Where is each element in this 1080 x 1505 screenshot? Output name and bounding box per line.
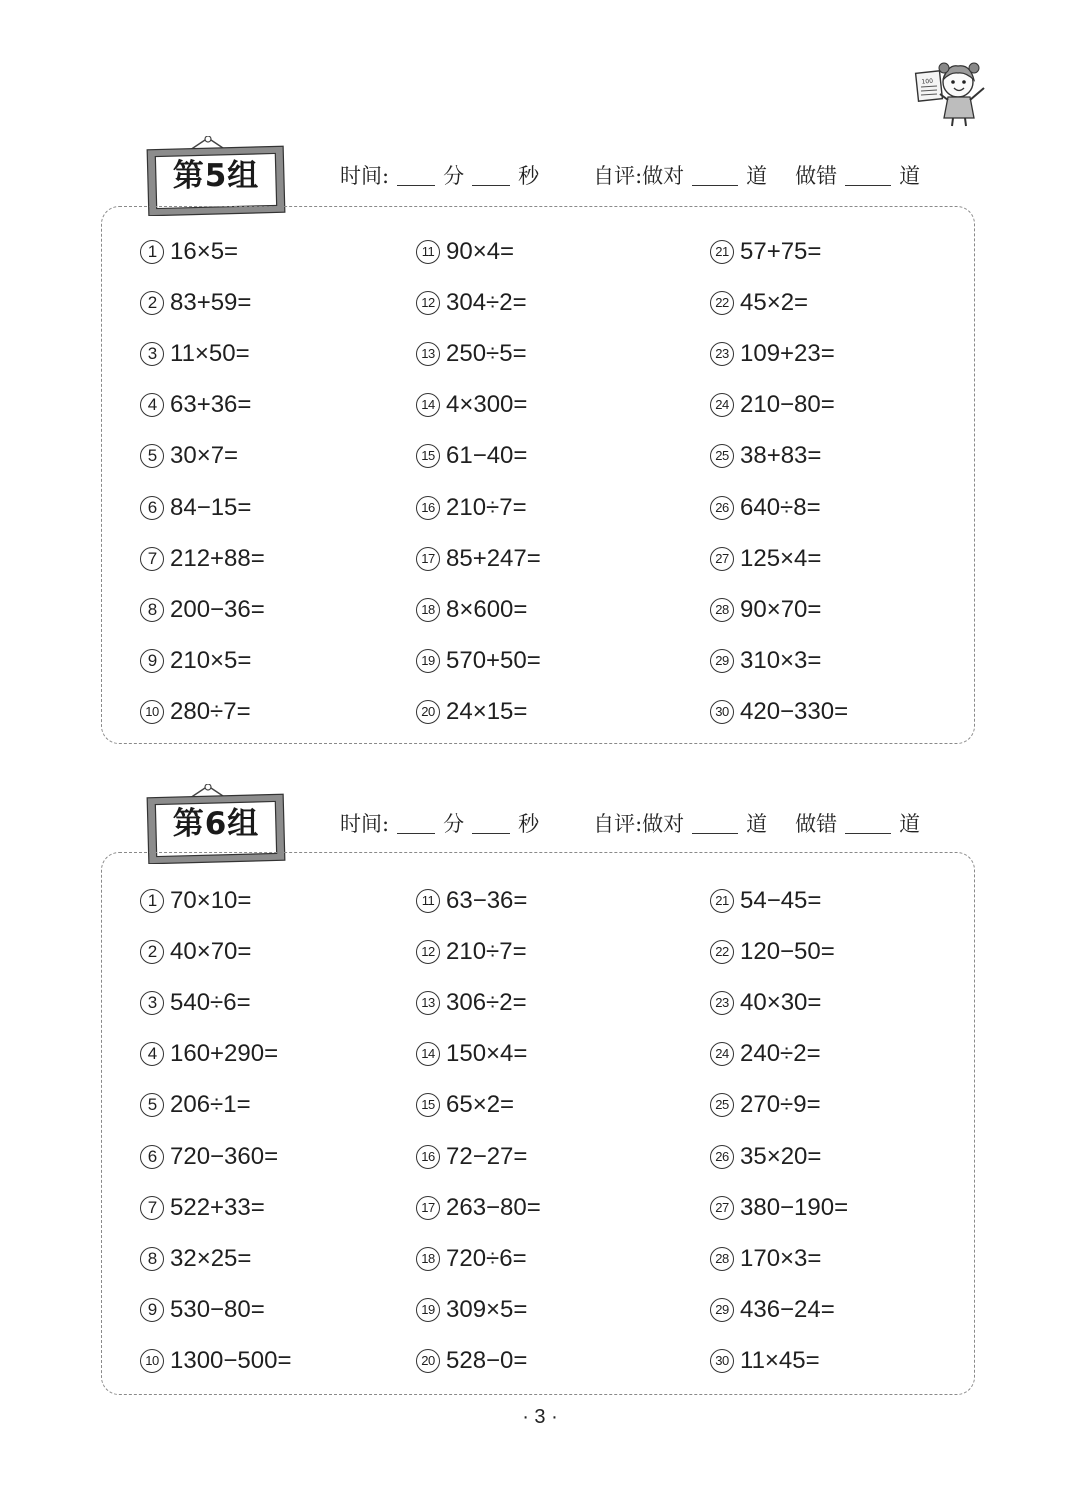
problem-item [140,1343,291,1379]
problem-item [140,234,238,270]
wrong-label: 做错 [795,164,838,188]
problem-number: 25 [710,444,734,468]
problem-expression: 90×70= [740,595,822,623]
problem-number: 17 [416,547,440,571]
problem-number: 3 [140,342,164,366]
problem-expression: 63−36= [446,887,528,914]
timing-header [340,160,920,190]
problem-number: 25 [710,1093,734,1117]
problem-expression: 84−15= [170,493,252,521]
problem-expression: 61−40= [446,442,528,470]
problem-expression: 530−80= [170,1295,265,1323]
problem-expression: 210÷7= [446,938,527,966]
problem-number: 17 [416,1196,440,1220]
problem-number: 19 [416,1298,440,1322]
problem-item [710,234,821,270]
problem-item [710,985,821,1021]
second-label: 秒 [518,164,540,188]
problem-number: 20 [416,700,440,724]
problem-number: 26 [710,1145,734,1169]
problem-item [416,541,541,577]
problem-number: 14 [416,1042,440,1066]
problem-expression: 420−330= [740,697,849,725]
problem-number: 8 [140,598,164,622]
problem-item [710,490,821,526]
group-title: 第5组 [172,158,260,194]
problem-number: 28 [710,1247,734,1271]
correct-count-blank[interactable] [692,184,738,186]
problem-expression: 109+23= [740,340,835,368]
problem-expression: 24×15= [446,697,528,725]
problem-item [416,285,527,321]
problem-item [710,438,821,474]
problem-item [140,336,250,372]
problem-number: 13 [416,342,440,366]
problem-number: 10 [140,1349,164,1373]
problem-number: 26 [710,496,734,520]
problem-item [140,592,265,628]
problem-item [416,643,541,679]
problem-item [710,1036,821,1072]
problem-expression: 11×45= [740,1346,820,1374]
problem-expression: 70×10= [170,887,252,914]
problem-item [710,1241,821,1277]
problem-expression: 54−45= [740,887,822,914]
time-label: 时间: [340,164,390,188]
problem-item [710,934,835,970]
problem-item [140,1139,278,1175]
problem-expression: 250÷5= [446,340,527,368]
problem-expression: 212+88= [170,544,265,572]
problem-expression: 210−80= [740,391,835,419]
group-title: 第6组 [172,806,260,842]
problem-number: 4 [140,393,164,417]
problem-item [416,1241,527,1277]
problem-expression: 210×5= [170,646,252,674]
problem-expression: 1300−500= [170,1346,292,1374]
problem-item [416,234,514,270]
problem-item [140,985,251,1021]
problem-expression: 170×3= [740,1244,822,1272]
problem-number: 29 [710,1298,734,1322]
problem-expression: 65×2= [446,1091,515,1119]
problem-number: 27 [710,1196,734,1220]
problem-number: 23 [710,991,734,1015]
problem-number: 10 [140,700,164,724]
problem-expression: 16×5= [170,238,239,265]
problem-item [710,1139,821,1175]
problem-item [416,883,527,919]
problem-item [416,1036,527,1072]
problem-expression: 57+75= [740,238,822,265]
problem-number: 22 [710,291,734,315]
minutes-blank[interactable] [397,184,435,186]
self-eval-label: 自评:做对 [593,812,685,836]
problem-item [416,1087,514,1123]
problem-expression: 30×7= [170,442,239,470]
problem-item [710,592,821,628]
problem-number: 19 [416,649,440,673]
problem-number: 12 [416,291,440,315]
problem-expression: 45×2= [740,289,809,317]
problem-expression: 240÷2= [740,1040,821,1068]
problem-number: 8 [140,1247,164,1271]
timing-header [340,808,920,838]
problem-expression: 120−50= [740,938,835,966]
problem-number: 15 [416,444,440,468]
problem-item [140,1036,278,1072]
self-eval-label: 自评:做对 [593,164,685,188]
unit-label: 道 [746,164,768,188]
problem-item [416,694,527,730]
problem-number: 18 [416,1247,440,1271]
problem-number: 1 [140,240,164,264]
problem-expression: 280÷7= [170,697,251,725]
minutes-blank[interactable] [397,832,435,834]
problem-number: 2 [140,291,164,315]
unit-label-2: 道 [899,164,921,188]
girl-mascot-icon [912,58,992,128]
problem-expression: 210÷7= [446,493,527,521]
group-title-sign [146,136,286,216]
problem-number: 16 [416,1145,440,1169]
minute-label: 分 [443,812,465,836]
unit-label: 道 [746,812,768,836]
problem-expression: 522+33= [170,1193,265,1221]
problem-item [710,387,835,423]
problem-item [416,387,527,423]
problem-expression: 63+36= [170,391,252,419]
problem-number: 2 [140,940,164,964]
problem-number: 12 [416,940,440,964]
problem-expression: 570+50= [446,646,541,674]
problem-number: 30 [710,700,734,724]
problem-expression: 32×25= [170,1244,252,1272]
problem-expression: 11×50= [170,340,250,368]
problem-item [710,1292,835,1328]
problem-number: 21 [710,240,734,264]
problem-number: 22 [710,940,734,964]
problem-item [710,285,808,321]
problem-number: 27 [710,547,734,571]
problem-item [140,694,251,730]
wrong-count-blank[interactable] [845,184,891,186]
problem-number: 11 [416,889,440,913]
problem-item [416,592,527,628]
problem-number: 7 [140,547,164,571]
problem-item [140,643,251,679]
problem-number: 3 [140,991,164,1015]
problem-expression: 310×3= [740,646,822,674]
problem-number: 13 [416,991,440,1015]
problem-number: 11 [416,240,440,264]
problem-item [416,438,527,474]
problem-expression: 4×300= [446,391,528,419]
unit-label-2: 道 [899,812,921,836]
problem-expression: 85+247= [446,544,541,572]
problem-item [710,1087,821,1123]
problem-item [710,883,821,919]
seconds-blank[interactable] [472,184,510,186]
problem-number: 18 [416,598,440,622]
problem-number: 5 [140,444,164,468]
problem-number: 16 [416,496,440,520]
problem-item [140,438,238,474]
problem-item [140,1087,251,1123]
problem-number: 23 [710,342,734,366]
problem-expression: 35×20= [740,1142,822,1170]
problem-expression: 540÷6= [170,989,251,1017]
problem-expression: 38+83= [740,442,822,470]
problem-item [710,1343,820,1379]
problem-expression: 306÷2= [446,989,527,1017]
problem-item [140,883,251,919]
problem-expression: 528−0= [446,1346,528,1374]
correct-count-blank[interactable] [692,832,738,834]
problem-expression: 40×30= [740,989,822,1017]
problem-expression: 436−24= [740,1295,835,1323]
problem-expression: 72−27= [446,1142,528,1170]
problem-item [140,934,251,970]
problem-expression: 40×70= [170,938,252,966]
problem-number: 28 [710,598,734,622]
problem-item [710,694,848,730]
problem-number: 14 [416,393,440,417]
problem-item [710,643,821,679]
problem-number: 30 [710,1349,734,1373]
problem-number: 24 [710,1042,734,1066]
problem-item [710,336,835,372]
problem-expression: 150×4= [446,1040,528,1068]
problem-item [416,1139,527,1175]
problem-expression: 83+59= [170,289,252,317]
problem-expression: 200−36= [170,595,265,623]
problem-item [140,1241,251,1277]
problem-number: 15 [416,1093,440,1117]
problem-expression: 125×4= [740,544,822,572]
problem-item [416,934,527,970]
problem-expression: 309×5= [446,1295,528,1323]
problem-item [140,1190,265,1226]
problem-item [140,285,251,321]
time-label: 时间: [340,812,390,836]
problem-expression: 640÷8= [740,493,821,521]
problem-number: 1 [140,889,164,913]
problem-item [416,1343,527,1379]
mascot-sign-text: 100 [921,77,934,86]
problem-number: 9 [140,649,164,673]
problem-expression: 263−80= [446,1193,541,1221]
problem-number: 9 [140,1298,164,1322]
problem-expression: 206÷1= [170,1091,251,1119]
problem-item [416,1190,541,1226]
second-label: 秒 [518,812,540,836]
problem-item [416,1292,527,1328]
problem-expression: 304÷2= [446,289,527,317]
minute-label: 分 [443,164,465,188]
problem-expression: 160+290= [170,1040,279,1068]
problem-number: 7 [140,1196,164,1220]
problem-number: 24 [710,393,734,417]
problem-item [710,1190,848,1226]
problem-expression: 8×600= [446,595,528,623]
problem-number: 5 [140,1093,164,1117]
problem-number: 6 [140,1145,164,1169]
problem-number: 6 [140,496,164,520]
problem-item [140,1292,265,1328]
problem-number: 29 [710,649,734,673]
problem-item [416,490,527,526]
problem-number: 4 [140,1042,164,1066]
problem-expression: 720÷6= [446,1244,527,1272]
problem-item [416,985,527,1021]
page-number: · 3 · [522,1406,558,1428]
problem-number: 21 [710,889,734,913]
problem-expression: 380−190= [740,1193,849,1221]
problem-item [140,387,251,423]
problem-expression: 720−360= [170,1142,279,1170]
problem-item [416,336,527,372]
problem-expression: 90×4= [446,238,515,265]
problem-item [140,490,251,526]
wrong-count-blank[interactable] [845,832,891,834]
problem-number: 20 [416,1349,440,1373]
problem-item [710,541,821,577]
problem-expression: 270÷9= [740,1091,821,1119]
problem-item [140,541,265,577]
seconds-blank[interactable] [472,832,510,834]
wrong-label: 做错 [795,812,838,836]
